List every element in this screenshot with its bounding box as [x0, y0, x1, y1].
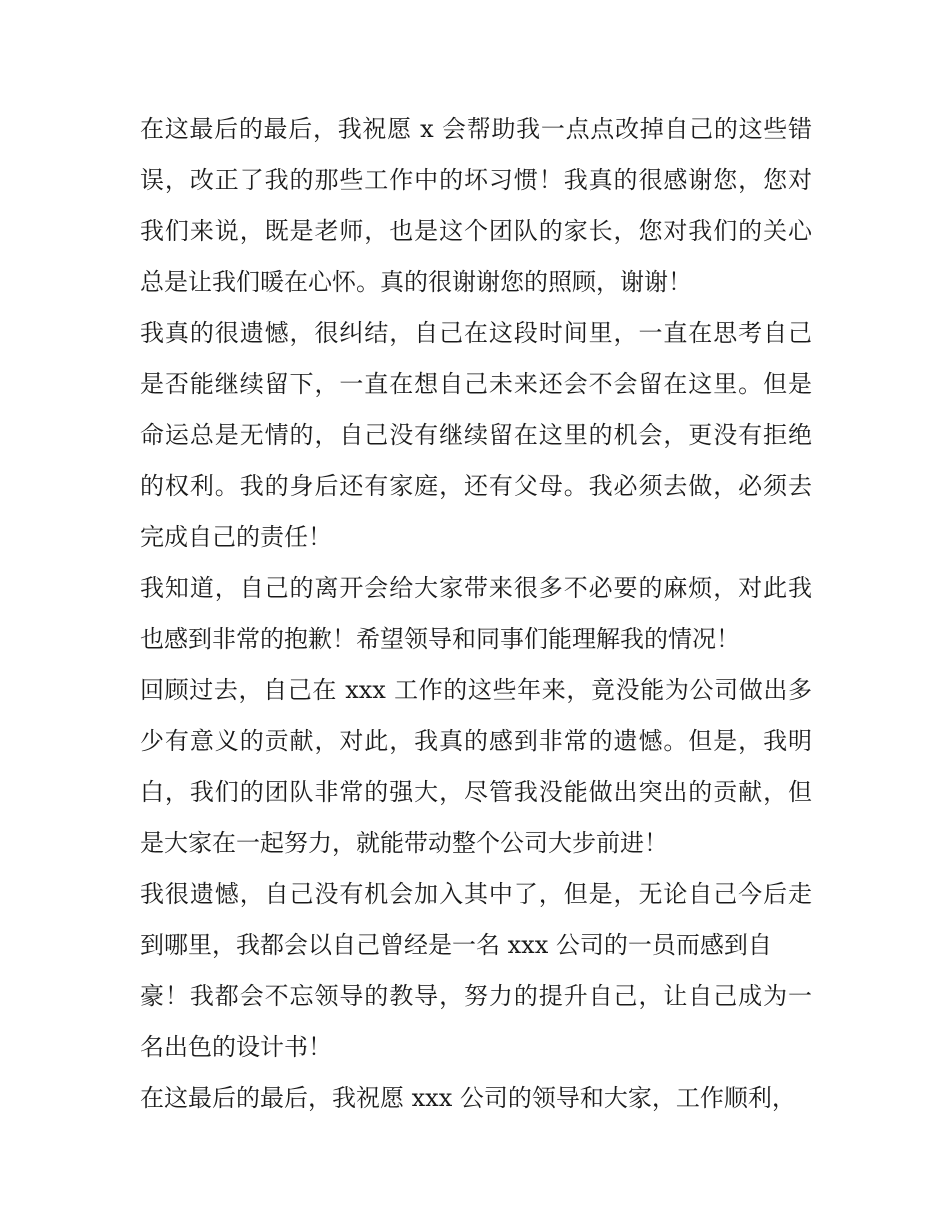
text-line: 少有意义的贡献，对此，我真的感到非常的遗憾。但是，我明	[140, 727, 812, 755]
text-line: 也感到非常的抱歉！希望领导和同事们能理解我的情况！	[140, 625, 740, 653]
paragraph-1	[140, 104, 812, 308]
text-line: 是否能继续留下，一直在想自己未来还会不会留在这里。但是	[140, 370, 812, 398]
text-line: 回顾过去，自己在 xxx 工作的这些年来，竟没能为公司做出多	[140, 676, 812, 704]
text-line: 我很遗憾，自己没有机会加入其中了，但是，无论自己今后走	[140, 880, 812, 908]
text-line: 到哪里，我都会以自己曾经是一名 xxx 公司的一员而感到自	[140, 931, 772, 959]
text-line: 误，改正了我的那些工作中的坏习惯！我真的很感谢您，您对	[140, 166, 812, 194]
paragraph-3	[140, 563, 812, 665]
paragraph-2	[140, 308, 812, 563]
text-line: 的权利。我的身后还有家庭，还有父母。我必须去做，必须去	[140, 472, 812, 500]
text-line: 名出色的设计书！	[140, 1033, 332, 1061]
paragraph-5	[140, 869, 812, 1073]
document-body	[140, 104, 812, 1124]
paragraph-4	[140, 665, 812, 869]
text-line: 是大家在一起努力，就能带动整个公司大步前进！	[140, 829, 668, 857]
text-line: 白，我们的团队非常的强大，尽管我没能做出突出的贡献，但	[140, 778, 812, 806]
text-line: 我真的很遗憾，很纠结，自己在这段时间里，一直在思考自己	[140, 319, 812, 347]
paragraph-6	[140, 1073, 812, 1124]
text-line: 命运总是无情的，自己没有继续留在这里的机会，更没有拒绝	[140, 421, 812, 449]
text-line: 完成自己的责任！	[140, 523, 332, 551]
text-line: 我们来说，既是老师，也是这个团队的家长，您对我们的关心	[140, 217, 812, 245]
text-line: 在这最后的最后，我祝愿 x 会帮助我一点点改掉自己的这些错	[140, 115, 812, 143]
text-line: 我知道，自己的离开会给大家带来很多不必要的麻烦，对此我	[140, 574, 812, 602]
text-line: 总是让我们暖在心怀。真的很谢谢您的照顾，谢谢！	[140, 268, 692, 296]
text-line: 在这最后的最后，我祝愿 xxx 公司的领导和大家，工作顺利，	[140, 1084, 796, 1112]
text-line: 豪！我都会不忘领导的教导，努力的提升自己，让自己成为一	[140, 982, 812, 1010]
